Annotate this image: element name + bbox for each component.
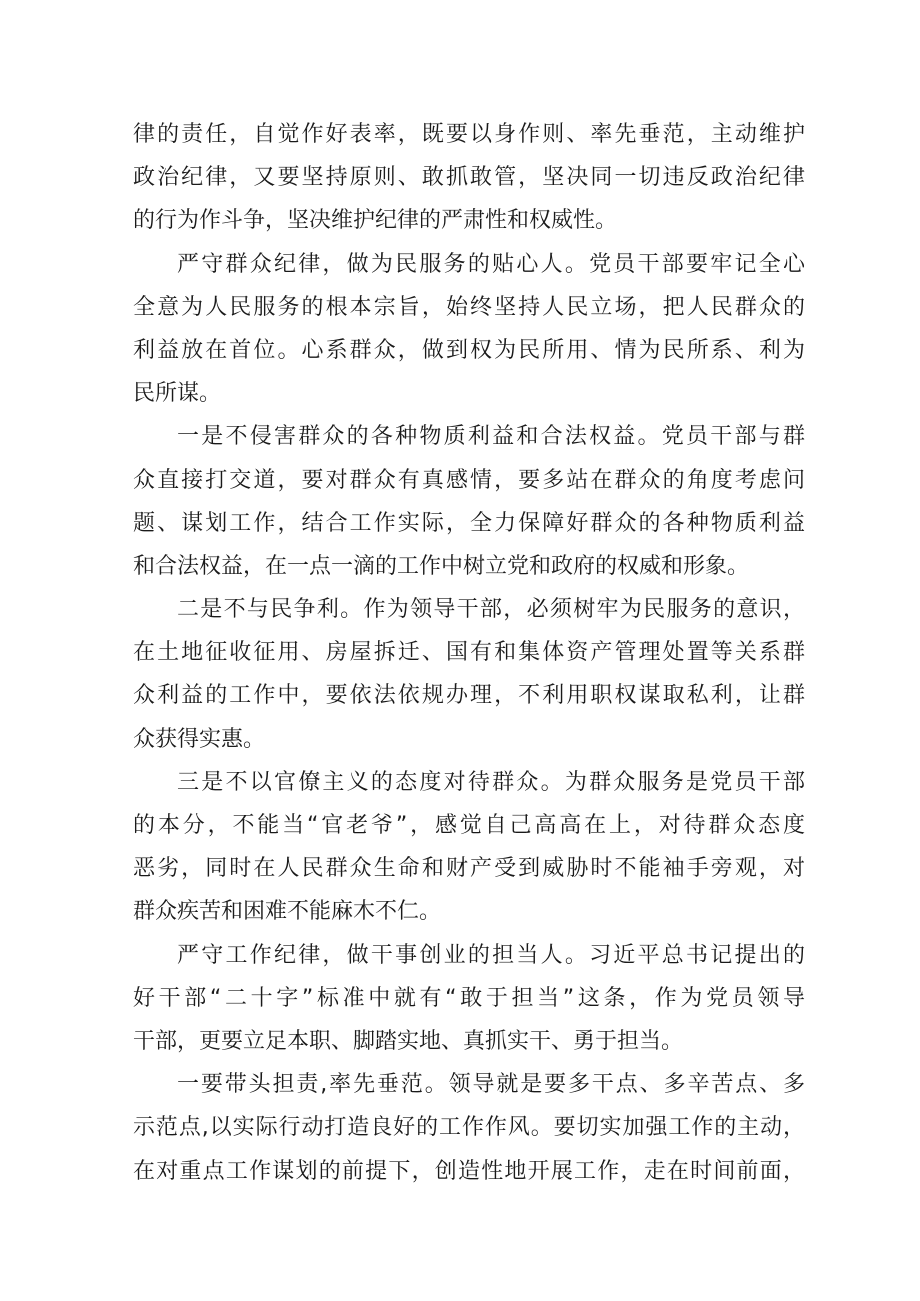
paragraph-line: 二是不与民争利。作为领导干部，必须树牢为民服务的意识，	[177, 597, 805, 623]
paragraph-line: 众利益的工作中，要依法依规办理，不利用职权谋取私利，让群	[133, 683, 805, 709]
paragraph-line: 在土地征收征用、房屋拆迁、国有和集体资产管理处置等关系群	[133, 640, 805, 666]
paragraph-line: 律的责任，自觉作好表率，既要以身作则、率先垂范，主动维护	[133, 122, 805, 147]
paragraph-line: 干部，更要立足本职、脚踏实地、真抓实干、勇于担当。	[133, 1028, 684, 1054]
paragraph-line: 好干部“二十字”标准中就有“敢于担当”这条，作为党员领导	[133, 985, 805, 1011]
paragraph-line: 众获得实惠。	[133, 726, 266, 752]
paragraph-line: 在对重点工作谋划的前提下，创造性地开展工作，走在时间前面，	[133, 1158, 805, 1184]
paragraph-line: 一是不侵害群众的各种物质利益和合法权益。党员干部与群	[177, 424, 805, 450]
paragraph-line: 严守群众纪律，做为民服务的贴心人。党员干部要牢记全心	[177, 251, 805, 277]
paragraph-line: 严守工作纪律，做干事创业的担当人。习近平总书记提出的	[177, 942, 805, 968]
paragraph-line: 三是不以官僚主义的态度对待群众。为群众服务是党员干部	[177, 769, 805, 795]
paragraph-line: 众直接打交道，要对群众有真感情，要多站在群众的角度考虑问	[133, 467, 805, 493]
paragraph-line: 群众疾苦和困难不能麻木不仁。	[133, 899, 442, 925]
paragraph-line: 恶劣，同时在人民群众生命和财产受到威胁时不能袖手旁观，对	[133, 856, 805, 882]
paragraph-line: 民所谋。	[133, 381, 222, 407]
paragraph-line: 利益放在首位。心系群众，做到权为民所用、情为民所系、利为	[133, 337, 805, 363]
body-text	[133, 113, 805, 1193]
paragraph-line: 示范点,以实际行动打造良好的工作作风。要切实加强工作的主动，	[133, 1115, 805, 1141]
paragraph-line: 政治纪律，又要坚持原则、敢抓敢管，坚决同一切违反政治纪律	[133, 165, 805, 191]
paragraph-line: 题、谋划工作，结合工作实际，全力保障好群众的各种物质利益	[133, 510, 805, 536]
paragraph-line: 一要带头担责,率先垂范。领导就是要多干点、多辛苦点、多	[177, 1072, 805, 1098]
paragraph-line: 的本分，不能当“官老爷”，感觉自己高高在上，对待群众态度	[133, 813, 805, 838]
paragraph-line: 和合法权益，在一点一滴的工作中树立党和政府的权威和形象。	[133, 553, 750, 579]
paragraph-line: 全意为人民服务的根本宗旨，始终坚持人民立场，把人民群众的	[133, 294, 805, 320]
paragraph-line: 的行为作斗争，坚决维护纪律的严肃性和权威性。	[133, 208, 618, 234]
